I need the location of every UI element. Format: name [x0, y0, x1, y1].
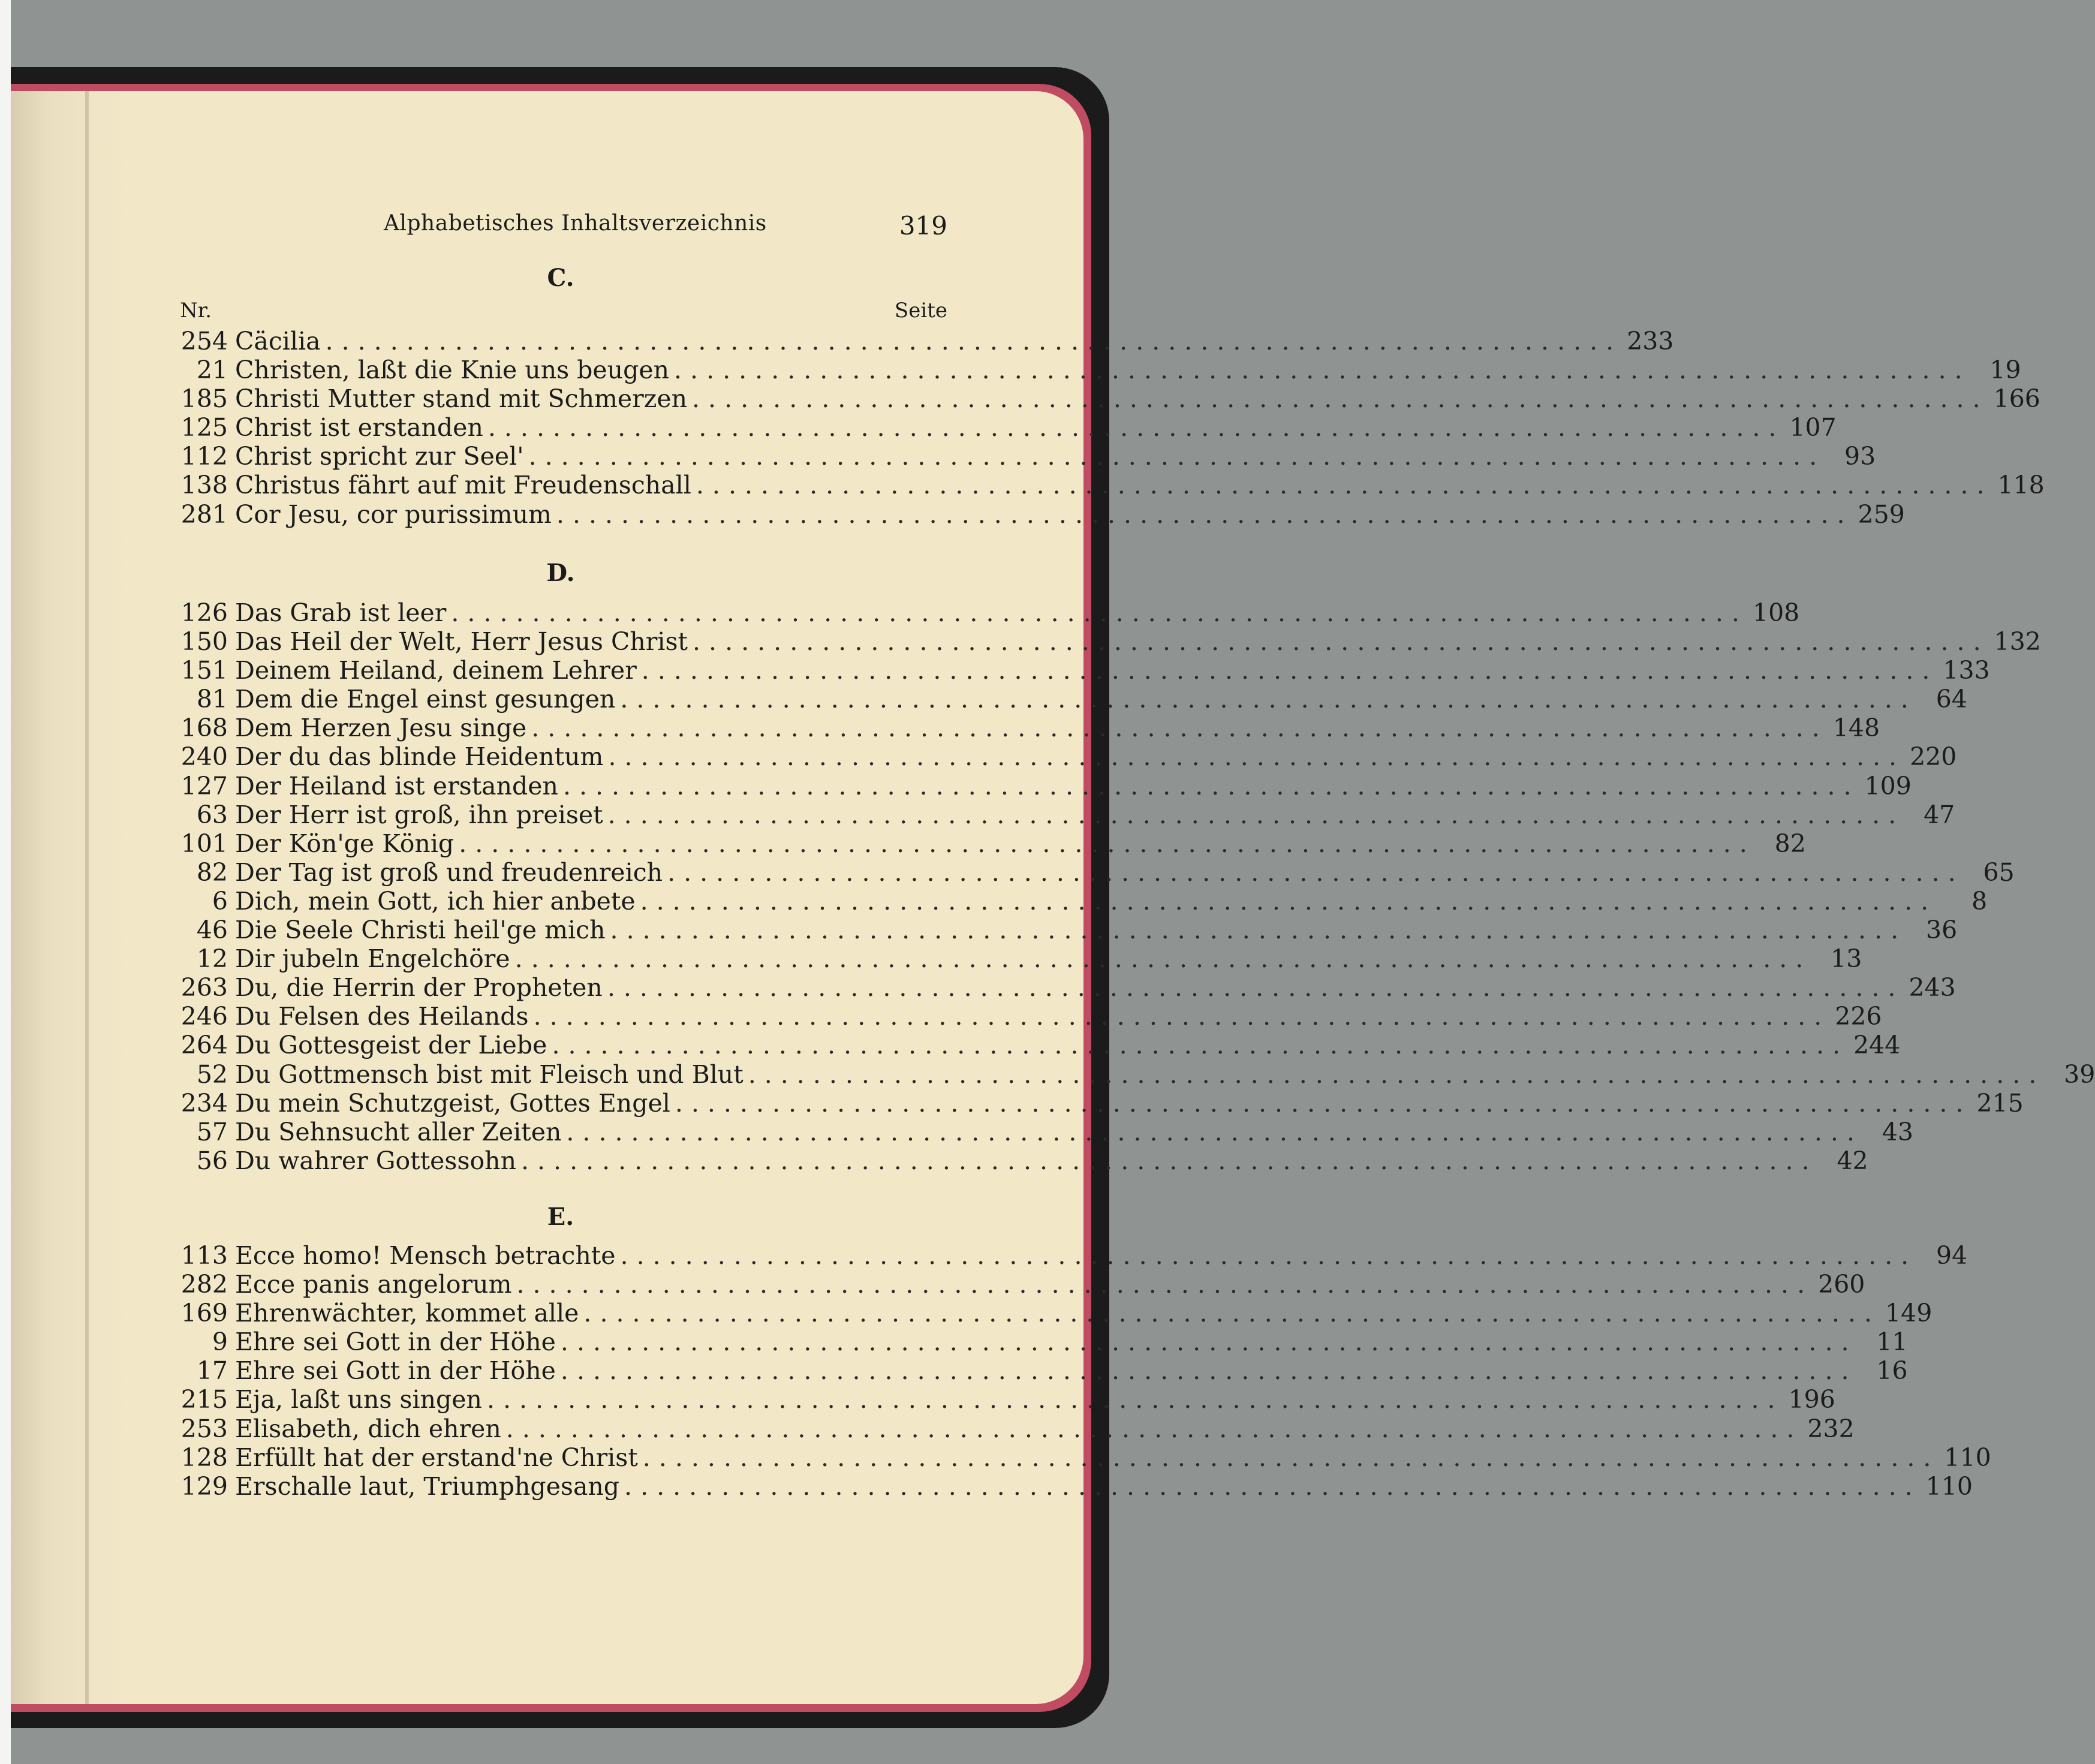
- entry-page: 196: [1788, 1385, 1835, 1414]
- entry-title: Das Heil der Welt, Herr Jesus Christ: [235, 627, 688, 657]
- entry-title: Die Seele Christi heil'ge mich: [235, 916, 606, 945]
- entry-number: 150: [180, 627, 228, 657]
- dot-leader: ................................................................................: [562, 771, 1860, 800]
- dot-leader: ................................................................................: [505, 1414, 1803, 1443]
- entry-title: Ehre sei Gott in der Höhe: [235, 1356, 556, 1386]
- entry-title: Christus fährt auf mit Freudenschall: [235, 471, 691, 500]
- page-number: 319: [899, 211, 947, 240]
- section-letter-d: D.: [546, 559, 575, 587]
- entry-title: Cor Jesu, cor purissimum: [235, 499, 552, 529]
- index-entry: [168, 471, 2045, 500]
- dot-leader: ................................................................................: [607, 973, 1904, 1003]
- entry-title: Eja, laßt uns singen: [235, 1385, 482, 1414]
- index-entry: [168, 627, 2041, 657]
- entry-number: 52: [196, 1059, 228, 1089]
- index-entry: [168, 829, 1806, 858]
- entry-number: 264: [180, 1031, 228, 1060]
- dot-leader: ................................................................................: [451, 598, 1748, 627]
- index-entry: [168, 1471, 1973, 1501]
- entry-page: 64: [1936, 685, 1967, 714]
- page-gutter: [85, 91, 89, 1704]
- index-entry: [168, 771, 1912, 800]
- dot-leader: ................................................................................: [640, 886, 1937, 916]
- entry-page: 108: [1753, 598, 1800, 627]
- entry-title: Dem Herzen Jesu singe: [235, 714, 527, 743]
- entry-number: 127: [180, 771, 228, 800]
- dot-leader: ................................................................................: [675, 1088, 1972, 1118]
- index-entry: [168, 413, 1837, 442]
- dot-leader: ................................................................................: [556, 499, 1853, 529]
- index-entry: [168, 356, 2021, 385]
- entry-title: Du Sehnsucht aller Zeiten: [235, 1117, 562, 1146]
- entry-number: 17: [196, 1356, 228, 1386]
- index-entry: [168, 442, 1876, 471]
- entry-title: Du Gottesgeist der Liebe: [235, 1031, 547, 1060]
- entry-number: 240: [180, 742, 228, 772]
- index-entry: [168, 656, 1990, 685]
- entry-page: 16: [1876, 1356, 1908, 1386]
- entry-page: 65: [1983, 857, 2015, 887]
- entry-number: 185: [180, 384, 228, 414]
- entry-page: 110: [1925, 1471, 1973, 1501]
- dot-leader: ................................................................................: [533, 1002, 1831, 1031]
- index-entry: [168, 886, 1988, 916]
- entry-number: 82: [196, 857, 228, 887]
- column-header-seite: Seite: [894, 299, 947, 323]
- index-entry: [168, 1414, 1855, 1443]
- dot-leader: ................................................................................: [610, 916, 1907, 945]
- entry-page: 43: [1882, 1117, 1913, 1146]
- index-entry: [168, 1356, 1908, 1386]
- entry-title: Cäcilia: [235, 327, 321, 356]
- dot-leader: ................................................................................: [696, 471, 1993, 500]
- index-entry: [168, 1443, 1991, 1472]
- index-entry: [168, 1002, 1882, 1031]
- entry-title: Erschalle laut, Triumphgesang: [235, 1471, 620, 1501]
- entry-title: Dem die Engel einst gesungen: [235, 685, 616, 714]
- entry-page: 149: [1885, 1299, 1933, 1328]
- entry-page: 132: [1994, 627, 2041, 657]
- section-letter-e: E.: [547, 1203, 574, 1231]
- entry-page: 244: [1853, 1031, 1901, 1060]
- entry-number: 282: [180, 1270, 228, 1299]
- entry-number: 63: [196, 800, 228, 829]
- entry-title: Der Herr ist groß, ihn preiset: [235, 800, 603, 829]
- entry-number: 128: [180, 1443, 228, 1472]
- entry-page: 36: [1925, 916, 1958, 945]
- entry-title: Du mein Schutzgeist, Gottes Engel: [235, 1088, 670, 1118]
- section-letter-c: C.: [547, 264, 574, 292]
- entry-title: Ehrenwächter, kommet alle: [235, 1299, 579, 1328]
- entry-title: Du Felsen des Heilands: [235, 1002, 529, 1031]
- entry-number: 168: [180, 714, 228, 743]
- dot-leader: ................................................................................: [607, 800, 1905, 829]
- entry-title: Du, die Herrin der Propheten: [235, 973, 603, 1003]
- entry-title: Dich, mein Gott, ich hier anbete: [235, 886, 636, 916]
- entry-number: 125: [180, 413, 228, 442]
- index-entry: [168, 1241, 1968, 1270]
- entry-page: 42: [1837, 1146, 1868, 1175]
- entry-page: 243: [1909, 973, 1956, 1003]
- entry-page: 110: [1944, 1443, 1991, 1472]
- entry-page: 47: [1924, 800, 1955, 829]
- entry-title: Ecce panis angelorum: [235, 1270, 512, 1299]
- index-entry: [168, 857, 2015, 887]
- entry-page: 13: [1831, 944, 1862, 974]
- dot-leader: ................................................................................: [583, 1299, 1881, 1328]
- entry-number: 81: [196, 685, 228, 714]
- section-e-entries: [168, 1241, 1991, 1501]
- entry-number: 151: [180, 656, 228, 685]
- entry-title: Elisabeth, dich ehren: [235, 1414, 501, 1443]
- index-entry: [168, 598, 1800, 627]
- entry-page: 215: [1976, 1088, 2024, 1118]
- index-entry: [168, 1270, 1865, 1299]
- entry-number: 246: [180, 1002, 228, 1031]
- entry-title: Christen, laßt die Knie uns beugen: [235, 356, 670, 385]
- entry-page: 8: [1971, 886, 1988, 916]
- entry-number: 6: [212, 886, 228, 916]
- entry-page: 93: [1844, 442, 1876, 471]
- entry-number: 263: [180, 973, 228, 1003]
- section-d-entries: [168, 598, 2095, 1175]
- index-entry: [168, 1327, 1908, 1357]
- dot-leader: ................................................................................: [560, 1327, 1858, 1357]
- dot-leader: ................................................................................: [608, 742, 1906, 772]
- index-entry: [168, 685, 1967, 714]
- index-entry: [168, 916, 1958, 945]
- entry-number: 129: [180, 1471, 228, 1501]
- entry-page: 133: [1943, 656, 1990, 685]
- entry-title: Christ ist erstanden: [235, 413, 483, 442]
- entry-number: 138: [180, 471, 228, 500]
- entry-number: 281: [180, 499, 228, 529]
- section-c-entries: [168, 327, 2045, 529]
- entry-page: 107: [1789, 413, 1837, 442]
- dot-leader: ................................................................................: [693, 627, 1989, 657]
- entry-title: Ecce homo! Mensch betrachte: [235, 1241, 616, 1270]
- entry-title: Der Tag ist groß und freudenreich: [235, 857, 663, 887]
- dot-leader: ................................................................................: [620, 1241, 1918, 1270]
- entry-number: 9: [212, 1327, 228, 1357]
- entry-title: Deinem Heiland, deinem Lehrer: [235, 656, 637, 685]
- dot-leader: ................................................................................: [674, 356, 1971, 385]
- dot-leader: ................................................................................: [560, 1356, 1858, 1386]
- entry-number: 253: [180, 1414, 228, 1443]
- entry-title: Dir jubeln Engelchöre: [235, 944, 510, 974]
- running-header: Alphabetisches Inhaltsverzeichnis: [384, 211, 767, 236]
- entry-page: 109: [1864, 771, 1912, 800]
- entry-number: 46: [196, 916, 228, 945]
- entry-number: 215: [180, 1385, 228, 1414]
- entry-page: 11: [1876, 1327, 1908, 1357]
- index-entry: [168, 1031, 1901, 1060]
- dot-leader: ................................................................................: [620, 685, 1917, 714]
- entry-page: 166: [1993, 384, 2040, 414]
- dot-leader: ................................................................................: [325, 327, 1623, 356]
- dot-leader: ................................................................................: [531, 714, 1828, 743]
- entry-number: 57: [196, 1117, 228, 1146]
- index-entry: [168, 1088, 2024, 1118]
- dot-leader: ................................................................................: [624, 1471, 1921, 1501]
- index-entry: [168, 742, 1957, 772]
- dot-leader: ................................................................................: [667, 857, 1964, 887]
- index-entry: [168, 1117, 1913, 1146]
- dot-leader: ................................................................................: [487, 413, 1785, 442]
- entry-number: 56: [196, 1146, 228, 1175]
- dot-leader: ................................................................................: [514, 944, 1812, 974]
- entry-page: 260: [1818, 1270, 1865, 1299]
- entry-title: Der Heiland ist erstanden: [235, 771, 558, 800]
- entry-title: Ehre sei Gott in der Höhe: [235, 1327, 556, 1357]
- entry-number: 169: [180, 1299, 228, 1328]
- entry-title: Der du das blinde Heidentum: [235, 742, 604, 772]
- entry-title: Du wahrer Gottessohn: [235, 1146, 516, 1175]
- index-entry: [168, 1059, 2095, 1089]
- entry-title: Der Kön'ge König: [235, 829, 454, 858]
- entry-number: 113: [180, 1241, 228, 1270]
- dot-leader: ................................................................................: [641, 656, 1939, 685]
- entry-number: 254: [180, 327, 228, 356]
- index-entry: [168, 1299, 1933, 1328]
- index-entry: [168, 714, 1880, 743]
- entry-page: 118: [1997, 471, 2045, 500]
- index-entry: [168, 499, 1905, 529]
- index-entry: [168, 1146, 1868, 1175]
- entry-title: Das Grab ist leer: [235, 598, 447, 627]
- entry-page: 148: [1832, 714, 1880, 743]
- dot-leader: ................................................................................: [692, 384, 1989, 414]
- entry-page: 82: [1774, 829, 1806, 858]
- entry-page: 94: [1936, 1241, 1968, 1270]
- dot-leader: ................................................................................: [459, 829, 1756, 858]
- scan-margin: [0, 0, 11, 1764]
- entry-number: 234: [180, 1088, 228, 1118]
- column-header-nr: Nr.: [180, 299, 212, 323]
- entry-page: 19: [1989, 356, 2021, 385]
- entry-number: 12: [196, 944, 228, 974]
- entry-title: Du Gottmensch bist mit Fleisch und Blut: [235, 1059, 744, 1089]
- dot-leader: ................................................................................: [516, 1270, 1814, 1299]
- dot-leader: ................................................................................: [520, 1146, 1818, 1175]
- dot-leader: ................................................................................: [486, 1385, 1784, 1414]
- entry-number: 101: [180, 829, 228, 858]
- entry-title: Erfüllt hat der erstand'ne Christ: [235, 1443, 638, 1472]
- entry-page: 232: [1807, 1414, 1855, 1443]
- index-entry: [168, 327, 1674, 356]
- index-entry: [168, 1385, 1835, 1414]
- dot-leader: ................................................................................: [552, 1031, 1849, 1060]
- entry-number: 126: [180, 598, 228, 627]
- entry-title: Christ spricht zur Seel': [235, 442, 524, 471]
- index-entry: [168, 973, 1956, 1003]
- dot-leader: ................................................................................: [642, 1443, 1940, 1472]
- entry-page: 233: [1627, 327, 1674, 356]
- entry-title: Christi Mutter stand mit Schmerzen: [235, 384, 687, 414]
- dot-leader: ................................................................................: [748, 1059, 2045, 1089]
- index-entry: [168, 800, 1955, 829]
- entry-number: 112: [180, 442, 228, 471]
- entry-page: 226: [1835, 1002, 1882, 1031]
- index-entry: [168, 944, 1862, 974]
- entry-number: 21: [196, 356, 228, 385]
- dot-leader: ................................................................................: [566, 1117, 1863, 1146]
- entry-page: 259: [1858, 499, 1905, 529]
- entry-page: 220: [1910, 742, 1957, 772]
- dot-leader: ................................................................................: [528, 442, 1826, 471]
- index-entry: [168, 384, 2040, 414]
- entry-page: 39: [2064, 1059, 2095, 1089]
